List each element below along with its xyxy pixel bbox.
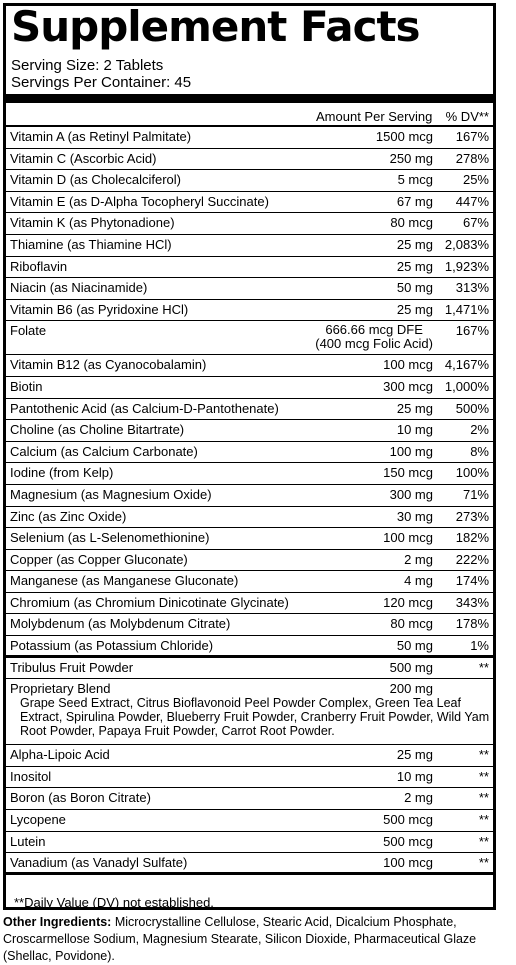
amount-per-serving: 67 mg bbox=[396, 193, 433, 209]
page-title: Supplement Facts bbox=[11, 2, 420, 51]
daily-value: ** bbox=[478, 659, 489, 675]
amount-per-serving: 200 mg bbox=[389, 681, 433, 697]
amount-detail: (400 mcg Folic Acid) bbox=[315, 336, 433, 352]
nutrient-name: Vanadium (as Vanadyl Sulfate) bbox=[10, 855, 188, 871]
daily-value: 8% bbox=[470, 443, 489, 459]
amount-per-serving: 2 mg bbox=[404, 551, 433, 567]
amount-per-serving: 100 mg bbox=[389, 443, 433, 459]
amount-per-serving: 80 mcg bbox=[390, 215, 433, 231]
amount-per-serving: 100 mcg bbox=[383, 855, 433, 871]
amount-per-serving: 120 mcg bbox=[383, 594, 433, 610]
nutrient-name: Lycopene bbox=[10, 812, 66, 828]
daily-value: ** bbox=[478, 747, 489, 763]
nutrient-name: Iodine (from Kelp) bbox=[10, 465, 114, 481]
daily-value: 167% bbox=[455, 323, 489, 339]
nutrient-name: Choline (as Choline Bitartrate) bbox=[10, 422, 185, 438]
amount-per-serving: 300 mcg bbox=[383, 378, 433, 394]
daily-value: 67% bbox=[462, 215, 489, 231]
thick-divider bbox=[6, 94, 493, 103]
table-row bbox=[6, 170, 493, 192]
daily-value: ** bbox=[478, 855, 489, 871]
amount-per-serving: 500 mcg bbox=[383, 812, 433, 828]
nutrient-name: Alpha-Lipoic Acid bbox=[10, 747, 110, 763]
nutrient-name: Vitamin K (as Phytonadione) bbox=[10, 215, 175, 231]
daily-value: 25% bbox=[462, 172, 489, 188]
nutrient-name: Pantothenic Acid (as Calcium-D-Pantothenate) bbox=[10, 400, 279, 416]
table-row bbox=[6, 257, 493, 279]
daily-value: 1% bbox=[470, 638, 489, 654]
table-row bbox=[6, 377, 493, 399]
table-row bbox=[6, 149, 493, 171]
table-row bbox=[6, 321, 493, 355]
amount-per-serving: 1500 mcg bbox=[375, 129, 433, 144]
nutrient-name: Copper (as Copper Gluconate) bbox=[10, 551, 188, 567]
other-ingredients-label: Other Ingredients: bbox=[3, 915, 112, 929]
amount-per-serving: 2 mg bbox=[404, 790, 433, 806]
nutrient-name: Zinc (as Zinc Oxide) bbox=[10, 508, 127, 524]
table-row bbox=[6, 192, 493, 214]
table-row bbox=[6, 278, 493, 300]
daily-value: 2% bbox=[470, 422, 489, 438]
table-row bbox=[6, 853, 493, 875]
nutrient-name: Vitamin B12 (as Cyanocobalamin) bbox=[10, 357, 207, 373]
table-row bbox=[6, 300, 493, 322]
amount-per-serving: 50 mg bbox=[396, 638, 433, 654]
nutrient-name: Tribulus Fruit Powder bbox=[10, 659, 134, 675]
nutrient-name: Lutein bbox=[10, 833, 46, 849]
nutrient-name: Vitamin B6 (as Pyridoxine HCl) bbox=[10, 301, 189, 317]
nutrient-name: Niacin (as Niacinamide) bbox=[10, 280, 148, 296]
nutrient-name: Vitamin E (as D-Alpha Tocopheryl Succinate) bbox=[10, 193, 269, 209]
nutrient-name: Folate bbox=[10, 323, 47, 339]
footnote: **Daily Value (DV) not established. bbox=[14, 895, 214, 910]
amount-per-serving: 150 mcg bbox=[383, 465, 433, 481]
table-row bbox=[6, 442, 493, 464]
amount-per-serving: 4 mg bbox=[404, 573, 433, 589]
amount-per-serving bbox=[315, 323, 433, 351]
amount-per-serving: 100 mcg bbox=[383, 530, 433, 546]
nutrient-name: Vitamin A (as Retinyl Palmitate) bbox=[10, 129, 192, 144]
daily-value: ** bbox=[478, 833, 489, 849]
amount-per-serving: 10 mg bbox=[396, 422, 433, 438]
daily-value: 343% bbox=[455, 594, 489, 610]
serving-size: Serving Size: 2 Tablets bbox=[11, 57, 164, 74]
daily-value: 2,083% bbox=[444, 236, 489, 252]
table-row bbox=[6, 767, 493, 789]
table-row bbox=[6, 658, 493, 680]
table-row bbox=[6, 593, 493, 615]
other-ingredients-text: Microcrystalline Cellulose, Stearic Acid, Dicalcium Phosphate, Croscarmellose Sodium, Magnesium Stearate, Silicon Dioxide, Pharmaceutical Glaze (Shellac, Povidone). bbox=[3, 915, 477, 963]
table-row bbox=[6, 788, 493, 810]
supplement-facts-panel bbox=[3, 3, 496, 910]
nutrient-name: Riboflavin bbox=[10, 258, 68, 274]
nutrient-name: Biotin bbox=[10, 378, 43, 394]
daily-value: ** bbox=[478, 812, 489, 828]
table-row bbox=[6, 399, 493, 421]
daily-value: 182% bbox=[455, 530, 489, 546]
amount-per-serving: 500 mcg bbox=[383, 833, 433, 849]
daily-value: 1,923% bbox=[444, 258, 489, 274]
nutrient-name: Chromium (as Chromium Dinicotinate Glycinate) bbox=[10, 594, 289, 610]
table-row bbox=[6, 550, 493, 572]
amount-per-serving: 25 mg bbox=[396, 747, 433, 763]
table-row bbox=[6, 235, 493, 257]
table-row bbox=[6, 810, 493, 832]
table-row bbox=[6, 213, 493, 235]
table-row bbox=[6, 485, 493, 507]
daily-value: 1,471% bbox=[444, 301, 489, 317]
amount-per-serving: 500 mg bbox=[389, 659, 433, 675]
amount-per-serving: 25 mg bbox=[396, 301, 433, 317]
nutrient-name: Vitamin C (Ascorbic Acid) bbox=[10, 150, 157, 166]
amount-per-serving: 50 mg bbox=[396, 280, 433, 296]
nutrient-name: Boron (as Boron Citrate) bbox=[10, 790, 151, 806]
amount-per-serving: 25 mg bbox=[396, 258, 433, 274]
other-ingredients bbox=[3, 914, 513, 965]
table-row bbox=[6, 355, 493, 377]
table-row bbox=[6, 614, 493, 636]
daily-value: 178% bbox=[455, 616, 489, 632]
servings-per-container: Servings Per Container: 45 bbox=[11, 74, 192, 91]
nutrient-name: Inositol bbox=[10, 768, 52, 784]
blend-ingredients: Grape Seed Extract, Citrus Bioflavonoid Peel Powder Complex, Green Tea Leaf Extract, Spirulina Powder, Blueberry Fruit Powder, Cranberry Fruit Powder, Wild Yam Root Powder, Papaya Fruit Powder, Carrot Root Powder. bbox=[20, 696, 490, 739]
amount-per-serving: 100 mcg bbox=[383, 357, 433, 373]
table-row bbox=[6, 528, 493, 550]
table-row bbox=[6, 463, 493, 485]
daily-value: ** bbox=[478, 768, 489, 784]
daily-value: 167% bbox=[455, 129, 489, 144]
daily-value: 100% bbox=[455, 465, 489, 481]
amount-per-serving: 30 mg bbox=[396, 508, 433, 524]
nutrient-table bbox=[6, 127, 493, 875]
table-row bbox=[6, 127, 493, 149]
table-row bbox=[6, 636, 493, 658]
table-row bbox=[6, 832, 493, 854]
daily-value: 273% bbox=[455, 508, 489, 524]
daily-value: 174% bbox=[455, 573, 489, 589]
table-row bbox=[6, 571, 493, 593]
table-row bbox=[6, 745, 493, 767]
amount-per-serving: 250 mg bbox=[389, 150, 433, 166]
nutrient-name: Magnesium (as Magnesium Oxide) bbox=[10, 486, 212, 502]
nutrient-name: Potassium (as Potassium Chloride) bbox=[10, 638, 214, 654]
amount-per-serving: 80 mcg bbox=[390, 616, 433, 632]
amount-header: Amount Per Serving bbox=[316, 109, 433, 124]
daily-value: ** bbox=[478, 790, 489, 806]
nutrient-name: Vitamin D (as Cholecalciferol) bbox=[10, 172, 181, 188]
amount-per-serving: 25 mg bbox=[396, 236, 433, 252]
daily-value: 222% bbox=[455, 551, 489, 567]
daily-value: 71% bbox=[462, 486, 489, 502]
table-row bbox=[6, 420, 493, 442]
amount-per-serving: 300 mg bbox=[389, 486, 433, 502]
nutrient-name: Molybdenum (as Molybdenum Citrate) bbox=[10, 616, 231, 632]
amount-per-serving: 10 mg bbox=[396, 768, 433, 784]
daily-value: 278% bbox=[455, 150, 489, 166]
amount-per-serving: 5 mcg bbox=[397, 172, 433, 188]
daily-value: 447% bbox=[455, 193, 489, 209]
daily-value: 313% bbox=[455, 280, 489, 296]
table-row bbox=[6, 507, 493, 529]
amount-per-serving: 25 mg bbox=[396, 400, 433, 416]
dv-header: % DV** bbox=[445, 109, 489, 124]
nutrient-name: Manganese (as Manganese Gluconate) bbox=[10, 573, 239, 589]
daily-value: 4,167% bbox=[444, 357, 489, 373]
nutrient-name: Proprietary Blend bbox=[10, 681, 111, 697]
daily-value: 1,000% bbox=[444, 378, 489, 394]
amount-value: 666.66 mcg DFE bbox=[325, 322, 423, 338]
table-row bbox=[6, 679, 493, 745]
nutrient-name: Selenium (as L-Selenomethionine) bbox=[10, 530, 210, 546]
daily-value: 500% bbox=[455, 400, 489, 416]
nutrient-name: Calcium (as Calcium Carbonate) bbox=[10, 443, 198, 459]
nutrient-name: Thiamine (as Thiamine HCl) bbox=[10, 236, 172, 252]
